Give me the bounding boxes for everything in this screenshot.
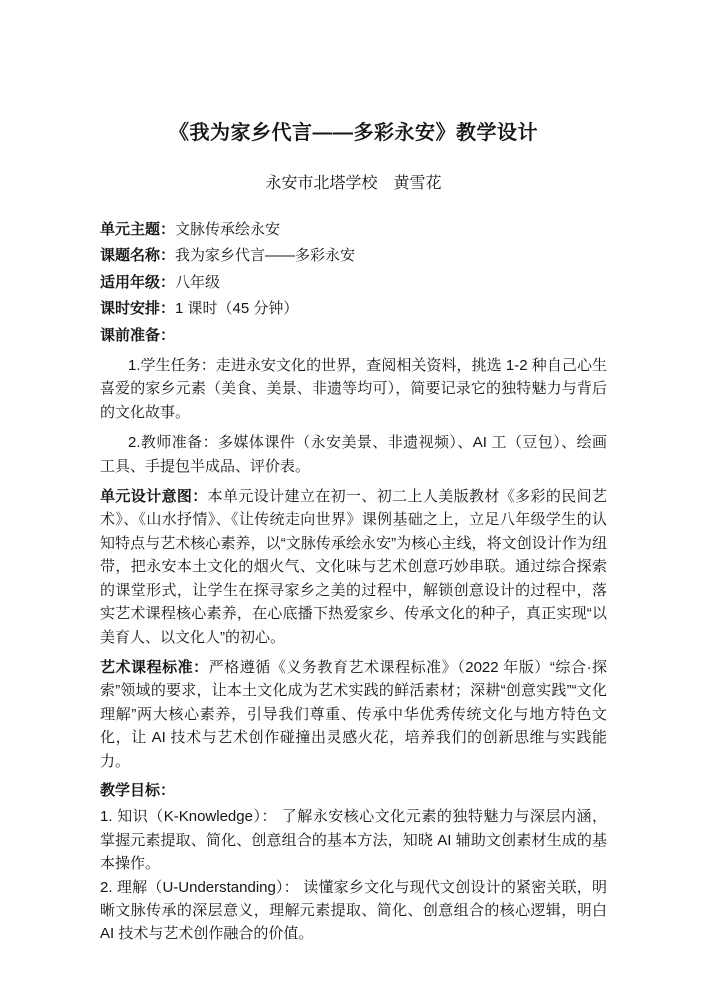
meta-row-schedule (100, 297, 607, 320)
meta-value: 八年级 (175, 273, 221, 291)
objectives-block (100, 779, 607, 946)
section-list (100, 485, 607, 773)
section-label: 单元设计意图： (100, 488, 208, 506)
meta-label: 课时安排： (100, 300, 176, 318)
meta-list (100, 218, 607, 347)
meta-label: 适用年级： (100, 273, 176, 291)
section-text: 严格遵循《义务教育艺术课程标准》（2022 年版）“综合·探索”领域的要求，让本土文化成为艺术实践的鲜活素材；深耕“创意实践”“文化理解”两大核心素养，引导我们尊重、传承中华优秀传统文化与地方特色文化，让 AI 技术与艺术创作碰撞出灵感火花，培养我们的创新思维与实践能力。 (100, 658, 607, 770)
section-unit-design-intent (100, 485, 607, 649)
prep-paragraph-student-task: 1.学生任务：走进永安文化的世界，查阅相关资料，挑选 1-2 种自己心生喜爱的家乡元素（美食、美景、非遗等均可），简要记录它的独特魅力与背后的文化故事。 (100, 357, 607, 421)
meta-value: 1 课时（45 分钟） (175, 300, 299, 318)
doc-title: 《我为家乡代言——多彩永安》教学设计 (169, 122, 538, 144)
doc-author-line: 永安市北塔学校 黄雪花 (265, 175, 442, 192)
objective-item-knowledge: 1. 知识（K-Knowledge）： 了解永安核心文化元素的独特魅力与深层内涵，掌握元素提取、简化、创意组合的基本方法，知晓 AI 辅助文创素材生成的基本操作。 (100, 808, 607, 873)
meta-label: 课前准备： (100, 326, 176, 344)
objectives-heading: 教学目标： (100, 781, 176, 799)
section-art-curriculum-standard (100, 656, 607, 773)
meta-label: 课题名称： (100, 247, 176, 265)
objective-item-understanding: 2. 理解（U-Understanding）： 读懂家乡文化与现代文创设计的紧密关联，明晰文脉传承的深层意义，理解元素提取、简化、创意组合的核心逻辑，明白 AI 技术与艺术创作融合的价值。 (100, 878, 607, 943)
meta-row-grade (100, 271, 607, 294)
preparation-list (100, 354, 607, 478)
prep-paragraph-teacher-prep: 2.教师准备：多媒体课件（永安美景、非遗视频）、AI 工（豆包）、绘画工具、手提包半成品、评价表。 (100, 434, 607, 475)
section-text: 本单元设计建立在初一、初二上人美版教材《多彩的民间艺术》、《山水抒情》、《让传统走向世界》课例基础之上，立足八年级学生的认知特点与艺术核心素养，以“文脉传承绘永安”为核心主线，将文创设计作为纽带，把永安本土文化的烟火气、文化味与艺术创意巧妙串联。通过综合探索的课堂形式，让学生在探寻家乡之美的过程中，解锁创意设计的过程中，落实艺术课程核心素养，在心底播下热爱家乡、传承文化的种子，真正实现“以美育人、以文化人”的初心。 (100, 488, 607, 646)
meta-row-unit-theme (100, 218, 607, 241)
meta-value: 文脉传承绘永安 (175, 221, 281, 238)
section-label: 艺术课程标准： (100, 658, 209, 676)
meta-row-preparation (100, 324, 607, 347)
meta-value: 我为家乡代言——多彩永安 (175, 247, 356, 265)
meta-label: 单元主题： (100, 221, 176, 238)
meta-row-lesson-title (100, 244, 607, 267)
